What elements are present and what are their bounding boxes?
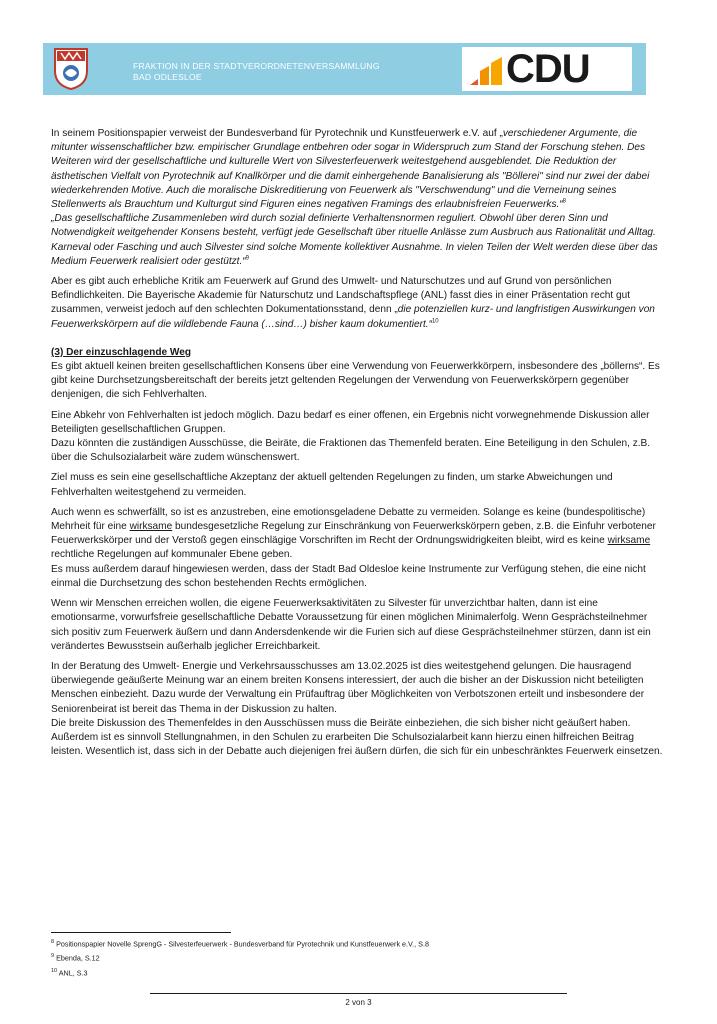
section-heading: (3) Der einzuschlagende Weg xyxy=(51,346,192,358)
p6-underlined-2: wirksame xyxy=(607,535,651,547)
paragraph-positionspapier xyxy=(51,127,663,269)
paragraph-menschen: Wenn wir Menschen erreichen wollen, die eigene Feuerwerksaktivitäten zu Silvester für unverzichtbar halten, dann ist eine emotionsarme, vorwurfsfreie gesellschaftliche Debatte Voraussetzung für einen möglichen Minimalerfolg. Wenn Gesprächsteilnehmer sich positiv zum Feuerwerk äußern und dann Andersdenkende wir die Furien sich auf diese Gesprächsteilnehmer stürzen, dann ist ein verändertes Bewusstsein außerhalb jeglicher Erreichbarkeit. xyxy=(51,598,651,652)
footnote-number: 8 xyxy=(51,939,55,945)
p6-part-a: Auch wenn es schwerfällt, so ist es anzustreben, eine emotionsgeladene Debatte zu vermeiden. Solange es keine (bundespolitische) Mehrheit für eine xyxy=(51,506,646,533)
logo-text: CDU xyxy=(506,47,590,91)
p8-second: Die breite Diskussion des Themenfeldes in den Ausschüssen muss die Beiräte einbeziehen, die sich bisher nicht geäußert haben. Außerdem ist es sinnvoll Stellungnahmen, in den Schulen zu erarbeiten Die Schulsozialarbeit kann hierzu einen hilfreichen Beitrag leisten. Wesentlich ist, dass sich in der Debatte auch diejenigen frei äußern dürfen, die sich für ein unbeschränktes Feuerwerk einsetzen. xyxy=(51,717,663,758)
footnote-item xyxy=(51,950,651,964)
city-crest-icon xyxy=(53,47,89,91)
document-body xyxy=(51,127,663,765)
p6-underlined-1: wirksame xyxy=(129,521,173,533)
p2-quote: die potenziellen kurz- und langfristigen Auswirkungen von Feuerwerkskörpern auf die wildlebende Fauna (…sind…) bisher kaum dokumentiert.“ xyxy=(51,304,655,330)
paragraph-beratung xyxy=(51,660,663,759)
footnote-item xyxy=(51,965,651,979)
paragraph-debatte xyxy=(51,506,663,591)
cdu-logo xyxy=(462,47,632,91)
footnote-ref-10: 10 xyxy=(431,318,439,325)
p6-part-c: rechtliche Regelungen auf kommunaler Ebene geben. xyxy=(51,549,293,561)
paragraph-abkehr xyxy=(51,409,663,466)
footnote-number: 9 xyxy=(51,953,55,960)
footnote-item xyxy=(51,936,651,950)
header-banner xyxy=(43,43,431,95)
p1-quote: verschiedener Argumente, die mitunter wissenschaftlicher bzw. empirischer Grundlage entbehren oder sogar in Widerspruch zum Stand der Forschung stehen. Des Weiteren wird der gesellschaftliche und kulturelle Wert von Silvesterfeuerwerk weitestgehend ausgeblendet. Die Reduktion der ästhetischen Vielfalt von Pyrotechnik auf Knallkörper und die damit einhergehende Banalisierung als "Böllerei" sind nur zwei der dabei wiederkehrenden Motive. Auch die moralische Diskreditierung von Feuerwerk als "Verschwendung" und die Verneinung seines Stellenwerts als Brauchtum und Kulturgut sind Figuren eines negativen Framings des erlaubnisfreien Feuerwerks.“ xyxy=(51,128,650,211)
page-number: 2 von 3 xyxy=(345,998,372,1007)
faction-title xyxy=(133,61,380,83)
p4-first: Eine Abkehr von Fehlverhalten ist jedoch möglich. Dazu bedarf es einer offenen, ein Ergebnis nicht vorwegnehmende Diskussion aller Beteiligten gesellschaftlichen Gruppen. xyxy=(51,409,650,435)
footnote-ref-9: 9 xyxy=(245,255,249,262)
footnote-text: Positionspapier Novelle SprengG - Silvesterfeuerwerk - Bundesverband für Pyrotechnik und Kunstfeuerwerk e.V., S.8 xyxy=(56,939,429,949)
footnote-number: 10 xyxy=(51,967,58,974)
p1-intro: In seinem Positionspapier verweist der Bundesverband für Pyrotechnik und Kunstfeuerwerk e.V. auf „ xyxy=(51,128,503,139)
p8-first: In der Beratung des Umwelt- Energie und Verkehrsausschusses am 13.02.2025 ist dies weitestgehend gelungen. Die hausragend überwiegende geäußerte Meinung war an einem breiten Konsens interessiert, der auch die bisher an der Diskussion nicht beteiligten Menschen einbezieht. Dazu wurde der Verwaltung ein Prüfauftrag über Möglichkeiten von Verbotszonen erteilt und insbesondere der Seniorenbeirat ist bereit das Thema in der Diskussion zu halten. xyxy=(51,660,645,715)
footnote-text: Ebenda, S.12 xyxy=(56,953,100,963)
paragraph-ziel: Ziel muss es sein eine gesellschaftliche Akzeptanz der aktuell geltenden Regelungen zu finden, um starke Abweichungen und Fehlverhalten weitestgehend zu vermeiden. xyxy=(51,472,613,498)
p1-quote-2: „Das gesellschaftliche Zusammenleben wird durch sozial definierte Verhaltensnormen reguliert. Obwohl über deren Sinn und Notwendigkeit weitgehender Konsens besteht, verfügt jede Gesellschaft über rituelle Anlässe zum Ausbruch aus Rationalität und Alltag. Karneval oder Fasching und auch Silvester sind solche Momente kollektiver Ausnahme. In vielen Teilen der Welt werden diese über das Medium Feuerwerk realisiert oder gestützt.“ xyxy=(51,213,658,267)
paragraph-kritik xyxy=(51,275,663,332)
footnote-divider xyxy=(51,932,231,933)
logo-bars-icon xyxy=(470,55,504,85)
footnote-text: ANL, S.3 xyxy=(58,968,88,978)
paragraph-konsens: Es gibt aktuell keinen breiten gesellschaftlichen Konsens über eine Verwendung von Feuerwerkkörpern, insbesondere des „böllerns“. Es gibt keine Durchsetzungsbereitschaft der bereits jetzt geltenden Regelungen der Verwendung von Feuerwerkskörpern gegenüber denjenigen, die sich Fehlverhalten. xyxy=(51,361,660,401)
footnote-ref-8: 8 xyxy=(562,198,567,205)
footer-divider xyxy=(150,993,567,994)
faction-title-line1: FRAKTION IN DER STADTVERORDNETENVERSAMMLUNG xyxy=(133,61,380,71)
p6-part-d: Es muss außerdem darauf hingewiesen werden, dass der Stadt Bad Oldesloe keine Instrumente zur Verfügung stehen, die eine nicht einmal die Durchsetzung des schon bestehenden Rechts ermöglichen. xyxy=(51,563,646,589)
section-heading-block xyxy=(51,346,663,360)
footnotes xyxy=(51,936,651,979)
p2-intro: Aber es gibt auch erhebliche Kritik am Feuerwerk auf Grund des Umwelt- und Naturschutzes und auf Grund von persönlichen Befindlichkeiten. Die Bayerische Akademie für Naturschutz und Landschaftspflege (ANL) fasst dies in einer Präsentation recht gut zusammen, verweist jedoch auf den schlechten Dokumentationsstand, denn „ xyxy=(51,276,631,316)
faction-title-line2: BAD ODLESLOE xyxy=(133,72,202,82)
p4-second: Dazu könnten die zuständigen Ausschüsse, die Beiräte, die Fraktionen das Themenfeld beraten. Eine Beteiligung in den Schulen, z.B. über die Schulsozialarbeit wäre zudem wünschenswert. xyxy=(51,438,651,464)
p6-part-b: bundesgesetzliche Regelung zur Einschränkung von Feuerwerkskörpern geben, z.B. die Einfuhr verbotener Feuerwerkskörper und der Verstoß gegen einschlägige Vorschriften im Recht der Ordnungswidrigkeiten bleibt, wird es keine xyxy=(51,521,656,547)
